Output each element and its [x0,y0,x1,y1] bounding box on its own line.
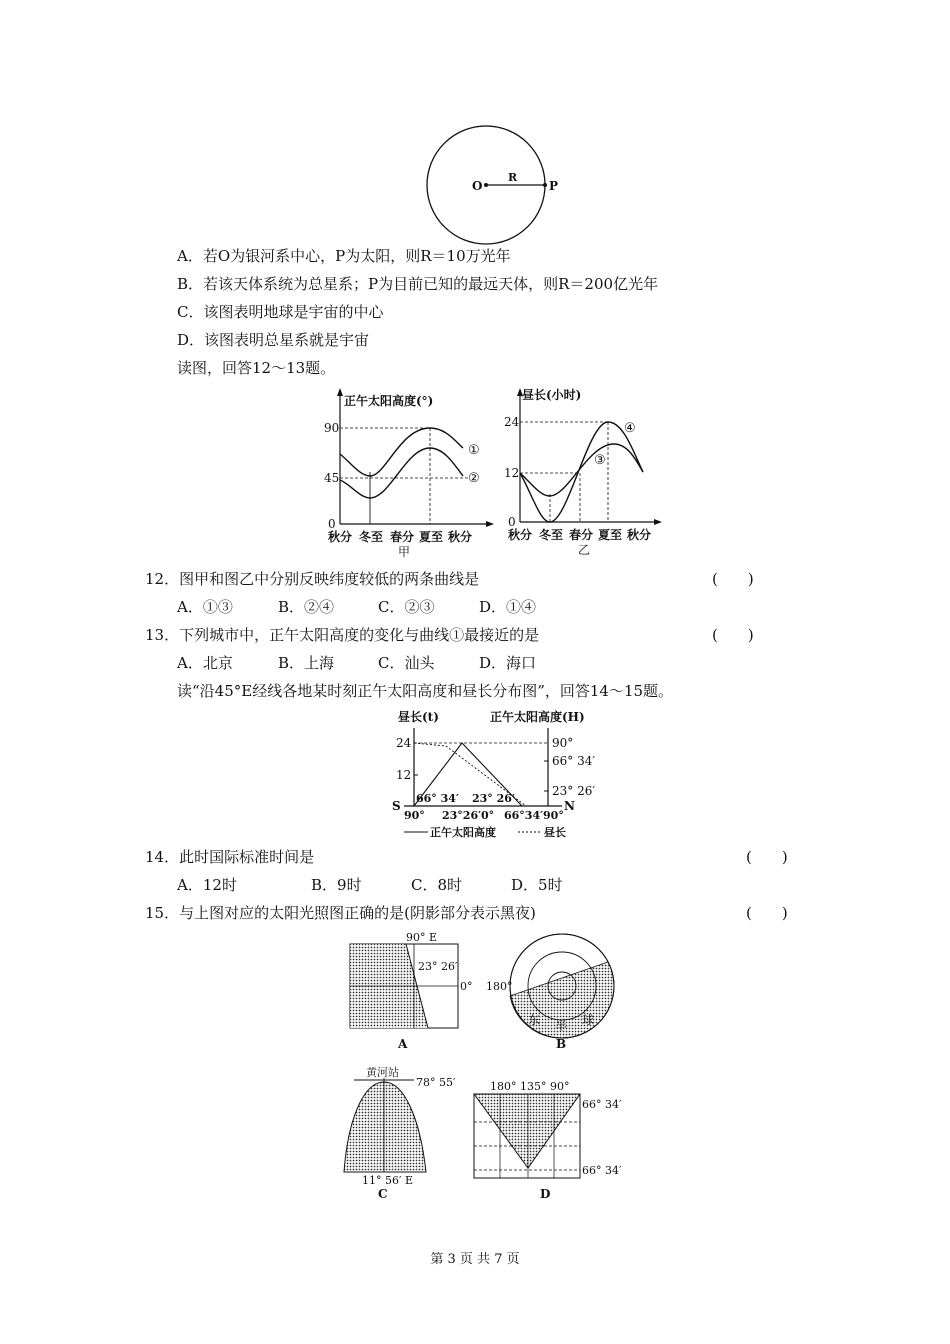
q13-answer-blank[interactable]: ( ) [712,626,754,644]
svg-text:正午太阳高度(°): 正午太阳高度(°) [344,394,434,408]
q13-option-c[interactable]: C．汕头 [378,654,435,672]
diagram-d[interactable] [474,1080,622,1201]
svg-text:春分: 春分 [569,528,594,542]
figure-sun-charts [318,384,678,560]
svg-text:23° 26′: 23° 26′ [418,960,458,973]
svg-text:0: 0 [328,517,336,531]
svg-text:秋分: 秋分 [328,530,353,544]
svg-text:昼长(t): 昼长(t) [398,710,439,724]
figure-illumination-maps [340,928,640,1208]
q13-stem: 13．下列城市中，正午太阳高度的变化与曲线①最接近的是 [145,626,540,644]
q13-option-b[interactable]: B．上海 [278,654,335,672]
svg-text:180°: 180° [486,980,513,993]
svg-text:90°: 90° [552,736,574,750]
svg-text:半: 半 [555,1019,568,1033]
svg-text:冬至: 冬至 [359,530,384,544]
q12-option-a[interactable]: A．①③ [177,598,233,616]
svg-text:45: 45 [324,471,340,485]
svg-text:90: 90 [324,421,340,435]
svg-text:66° 34′: 66° 34′ [552,754,596,768]
svg-text:昼长(小时): 昼长(小时) [522,388,582,402]
diagram-a[interactable] [350,931,473,1051]
svg-text:④: ④ [624,421,636,436]
svg-text:D: D [540,1187,551,1201]
svg-text:秋分: 秋分 [627,528,652,542]
svg-text:12: 12 [396,768,412,782]
svg-text:66° 34′: 66° 34′ [582,1164,622,1177]
svg-text:秋分: 秋分 [448,530,473,544]
chart-jia [324,388,494,559]
q15-answer-blank[interactable]: ( ) [746,904,788,922]
svg-text:春分: 春分 [390,530,415,544]
q14-option-a[interactable]: A．12时 [177,876,237,894]
svg-text:23°26′0°: 23°26′0° [442,809,495,822]
q12-option-d[interactable]: D．①④ [479,598,537,616]
diagram-c[interactable] [344,1065,456,1201]
svg-text:11° 56′ E: 11° 56′ E [362,1174,414,1187]
svg-text:90°: 90° [404,809,425,822]
q11-option-a[interactable]: A．若O为银河系中心，P为太阳，则R＝10万光年 [177,247,511,265]
svg-text:黄河站: 黄河站 [366,1066,399,1079]
svg-text:12: 12 [504,466,520,480]
svg-text:0°: 0° [460,980,473,993]
svg-text:S: S [392,799,401,813]
svg-text:②: ② [468,471,480,486]
intro-12-13: 读图，回答12～13题。 [177,359,336,377]
label-r: R [508,171,518,184]
svg-text:正午太阳高度: 正午太阳高度 [430,826,496,839]
chart-yi [504,387,662,557]
label-o: O [472,179,483,193]
q14-answer-blank[interactable]: ( ) [746,848,788,866]
svg-text:N: N [564,799,575,813]
svg-text:24: 24 [504,415,520,429]
svg-text:B: B [556,1037,567,1051]
intro-14-15: 读“沿45°E经线各地某时刻正午太阳高度和昼长分布图”，回答14～15题。 [177,682,674,700]
svg-text:78° 55′: 78° 55′ [416,1076,456,1089]
svg-text:66° 34′: 66° 34′ [416,792,459,805]
svg-text:66°34′90°: 66°34′90° [504,809,564,822]
svg-text:24: 24 [396,736,412,750]
svg-text:③: ③ [594,453,606,468]
q12-stem: 12．图甲和图乙中分别反映纬度较低的两条曲线是 [145,570,480,588]
svg-text:夏至: 夏至 [598,528,623,542]
svg-text:C: C [378,1187,388,1201]
q14-stem: 14．此时国际标准时间是 [145,848,315,866]
svg-text:乙: 乙 [578,543,591,557]
label-p: P [549,179,559,193]
svg-text:东: 东 [528,1013,541,1027]
q12-option-c[interactable]: C．②③ [378,598,435,616]
q11-option-d[interactable]: D．该图表明总星系就是宇宙 [177,331,370,349]
q12-option-b[interactable]: B．②④ [278,598,335,616]
q14-option-c[interactable]: C．8时 [411,876,463,894]
svg-text:正午太阳高度(H): 正午太阳高度(H) [490,710,585,724]
q14-option-b[interactable]: B．9时 [311,876,362,894]
svg-text:0: 0 [508,515,516,529]
svg-text:甲: 甲 [398,545,411,559]
svg-text:球: 球 [582,1013,595,1027]
svg-text:昼长: 昼长 [544,826,566,839]
svg-text:23° 26′: 23° 26′ [552,784,596,798]
svg-text:23° 26′: 23° 26′ [472,792,515,805]
svg-text:180° 135° 90°: 180° 135° 90° [490,1080,570,1093]
figure-45e-distribution [386,706,616,842]
q15-stem: 15．与上图对应的太阳光照图正确的是(阴影部分表示黑夜) [145,904,536,922]
svg-text:90° E: 90° E [406,931,438,944]
svg-text:A: A [398,1037,408,1051]
q13-option-d[interactable]: D．海口 [479,654,537,672]
svg-text:夏至: 夏至 [419,530,444,544]
q13-option-a[interactable]: A．北京 [177,654,233,672]
q11-option-b[interactable]: B．若该天体系统为总星系；P为目前已知的最远天体，则R＝200亿光年 [177,275,659,293]
q11-option-c[interactable]: C．该图表明地球是宇宙的中心 [177,303,384,321]
page-footer: 第 3 页 共 7 页 [430,1252,520,1267]
figure-circle-orp [420,122,570,262]
svg-text:①: ① [468,443,480,458]
q14-option-d[interactable]: D．5时 [511,876,563,894]
diagram-b[interactable] [486,934,614,1051]
svg-text:冬至: 冬至 [539,528,564,542]
svg-text:66° 34′: 66° 34′ [582,1098,622,1111]
svg-text:秋分: 秋分 [508,528,533,542]
q12-answer-blank[interactable]: ( ) [712,570,754,588]
